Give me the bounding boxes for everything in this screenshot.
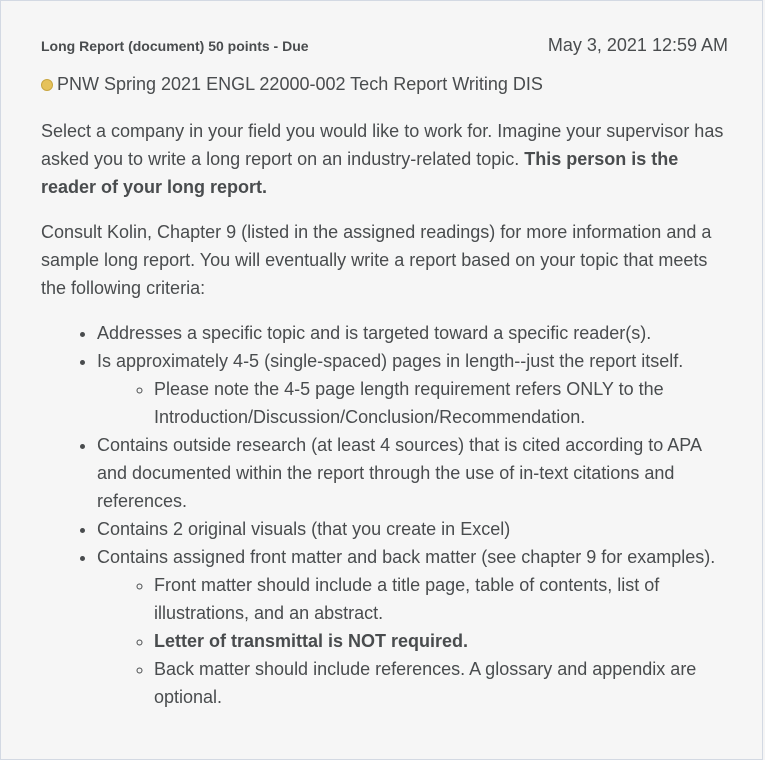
criteria-subitem bbox=[154, 627, 736, 655]
criteria-item-text: Contains assigned front matter and back matter (see chapter 9 for examples). bbox=[97, 547, 716, 567]
criteria-item: • Addresses a specific topic and is targeted toward a specific reader(s). bbox=[97, 319, 736, 347]
course-name: PNW Spring 2021 ENGL 22000-002 Tech Report Writing DIS bbox=[57, 74, 543, 94]
criteria-item: • Contains outside research (at least 4 sources) that is cited according to APA and documented within the report through the use of in-text citations and references. bbox=[97, 431, 736, 515]
assignment-instructions bbox=[41, 117, 736, 711]
criteria-item: • Contains 2 original visuals (that you create in Excel) bbox=[97, 515, 736, 543]
due-date: May 3, 2021 12:59 AM bbox=[547, 35, 728, 55]
criteria-item bbox=[97, 543, 736, 711]
instructions-paragraph-2: Consult Kolin, Chapter 9 (listed in the assigned readings) for more information and a sample long report. You will eventually write a report based on your topic that meets the following criteria: bbox=[41, 222, 712, 298]
criteria-sublist bbox=[97, 375, 736, 431]
criteria-item-text: Is approximately 4-5 (single-spaced) pages in length--just the report itself. bbox=[97, 351, 684, 371]
course-line bbox=[41, 74, 543, 95]
criteria-sublist bbox=[97, 571, 736, 711]
criteria-subitem: ◦ Back matter should include references. A glossary and appendix are optional. bbox=[154, 655, 736, 711]
criteria-item bbox=[97, 347, 736, 431]
paragraph-1-text: Select a company in your field you would like to work for. Imagine your supervisor has asked you to write a long report on an industry-related topic. bbox=[41, 121, 724, 169]
criteria-subitem: ◦ Front matter should include a title page, table of contents, list of illustrations, and an abstract. bbox=[154, 571, 736, 627]
course-color-dot-icon bbox=[41, 79, 53, 91]
criteria-list bbox=[41, 319, 736, 711]
paragraph-1-bold: This person is the reader of your long report. bbox=[41, 149, 679, 197]
criteria-subitem: ◦ Please note the 4-5 page length requirement refers ONLY to the Introduction/Discussion/Conclusion/Recommendation. bbox=[154, 375, 736, 431]
assignment-title[interactable]: Long Report (document) 50 points - Due bbox=[41, 38, 309, 54]
criteria-subitem-bold: Letter of transmittal is NOT required. bbox=[154, 631, 469, 651]
instructions-paragraph-1 bbox=[41, 117, 736, 201]
assignment-header bbox=[41, 35, 728, 56]
